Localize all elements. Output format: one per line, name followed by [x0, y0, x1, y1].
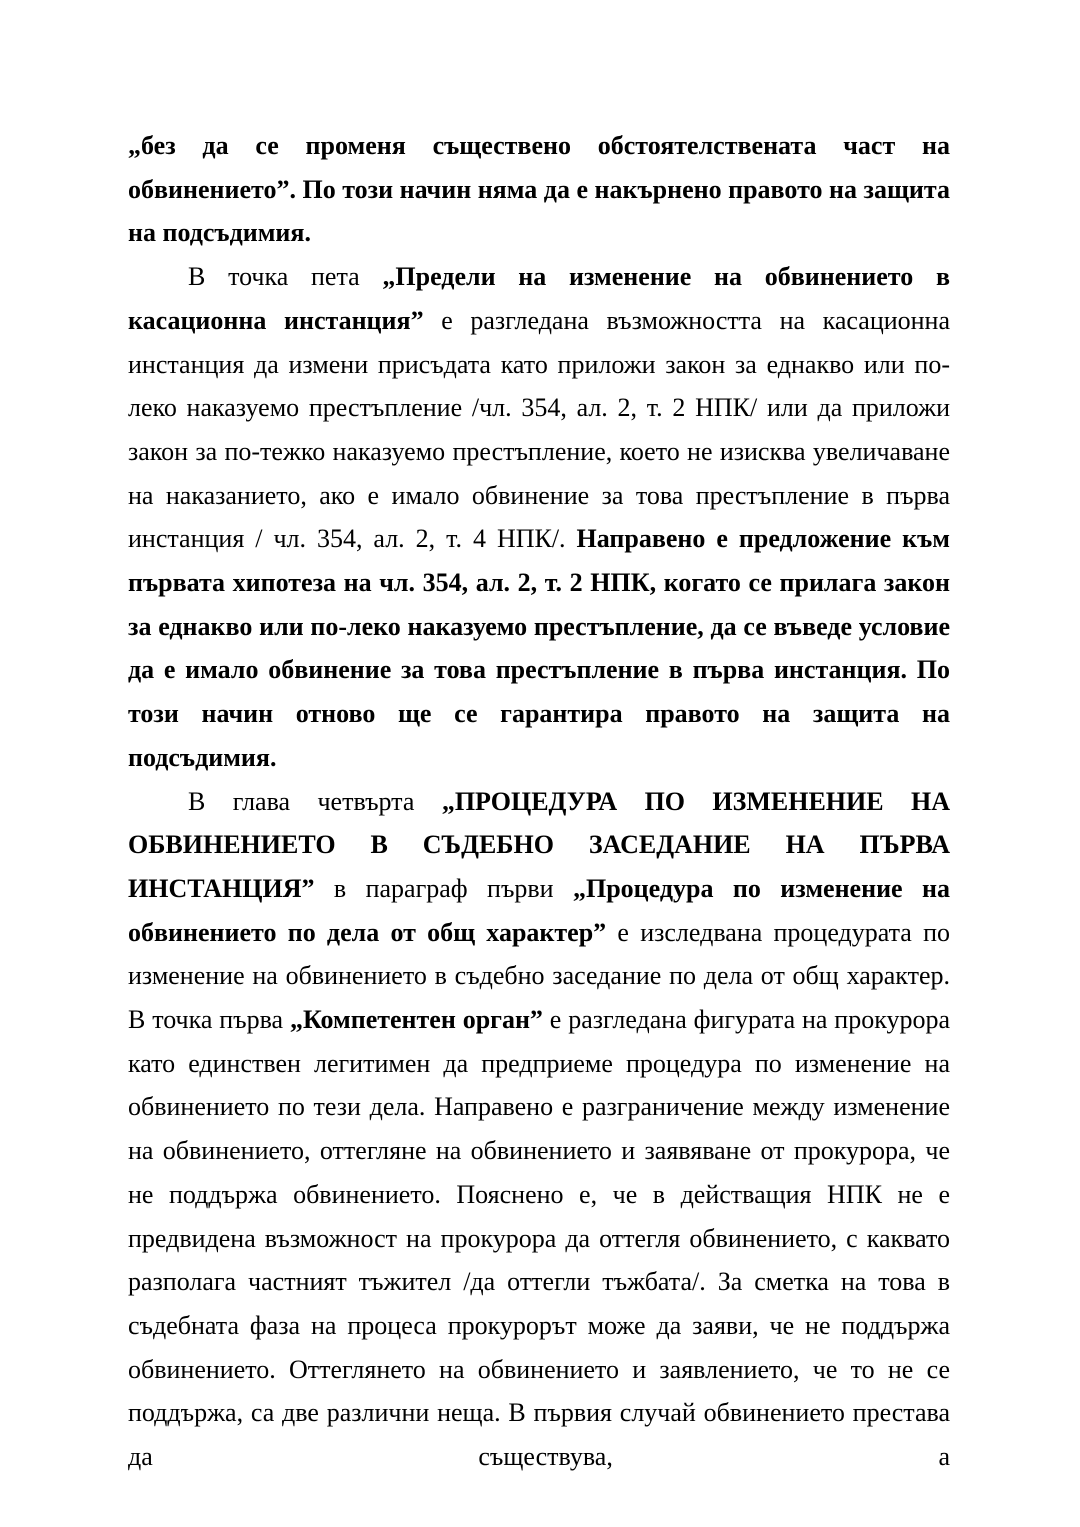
text-run: В глава четвърта — [188, 786, 442, 816]
text-run-bold: „Компетентен орган” — [289, 1005, 543, 1035]
text-run: е разгледана фигурата на прокурора като единствен легитимен да предприеме процедура по изменение на обвинението по тези дела. Направено е разграничение между изменение на обвинението, оттегляне на обвинението и заявяване от прокурора, че не поддържа обвинението. Пояснено е, че в действащия НПК не е предвидена възможност на прокурора да оттегля обвинението, с каквато разполага частният тъжител /да оттегли тъжбата/. За сметка на това в съдебната фаза на процеса прокурорът може да заяви, че не поддържа обвинението. Оттеглянето на обвинението и заявлението, че то не се поддържа, са две различни неща. В първия случай обвинението престава да съществува, а — [128, 1005, 950, 1472]
text-run-bold: Направено е предложение към първата хипотеза на чл. 354, ал. 2, т. 2 НПК, когато се прилага закон за еднакво или по-леко наказуемо престъпление, да се въведе условие да е имало обвинение за това престъпление в първа инстанция. По този начин отново ще се гарантира правото на защита на подсъдимия. — [128, 524, 950, 772]
paragraph — [128, 780, 950, 1479]
text-run: в параграф първи — [314, 873, 573, 903]
text-run-bold: „Предели на изменение на обвинението в касационна инстанция” — [128, 262, 950, 335]
text-run-bold: „без да се променя съществено обстоятелствената част на обвинението”. По този начин няма да е накърнено правото на защита на подсъдимия. — [128, 131, 950, 248]
text-run-bold: „ПРОЦЕДУРА ПО ИЗМЕНЕНИЕ НА ОБВИНЕНИЕТО В СЪДЕБНО ЗАСЕДАНИЕ НА ПЪРВА ИНСТАНЦИЯ” — [128, 786, 950, 903]
paragraph — [128, 124, 950, 255]
paragraph — [128, 255, 950, 779]
text-run-bold: „Процедура по изменение на обвинението по дела от общ характер” — [128, 873, 950, 947]
text-block — [128, 124, 950, 1479]
text-run: В точка пета — [188, 262, 383, 292]
text-run: е изследвана процедурата по изменение на обвинението в съдебно заседание по дела от общ характер. В точка първа — [128, 917, 950, 1035]
text-run: е разгледана възможността на касационна инстанция да измени присъдата като приложи закон за еднакво или по-леко наказуемо престъпление /чл. 354, ал. 2, т. 2 НПК/ или да приложи закон за по-тежко наказуемо престъпление, което не изисква увеличаване на наказанието, ако е имало обвинение за това престъпление в първа инстанция / чл. 354, ал. 2, т. 4 НПК/. — [128, 305, 951, 554]
